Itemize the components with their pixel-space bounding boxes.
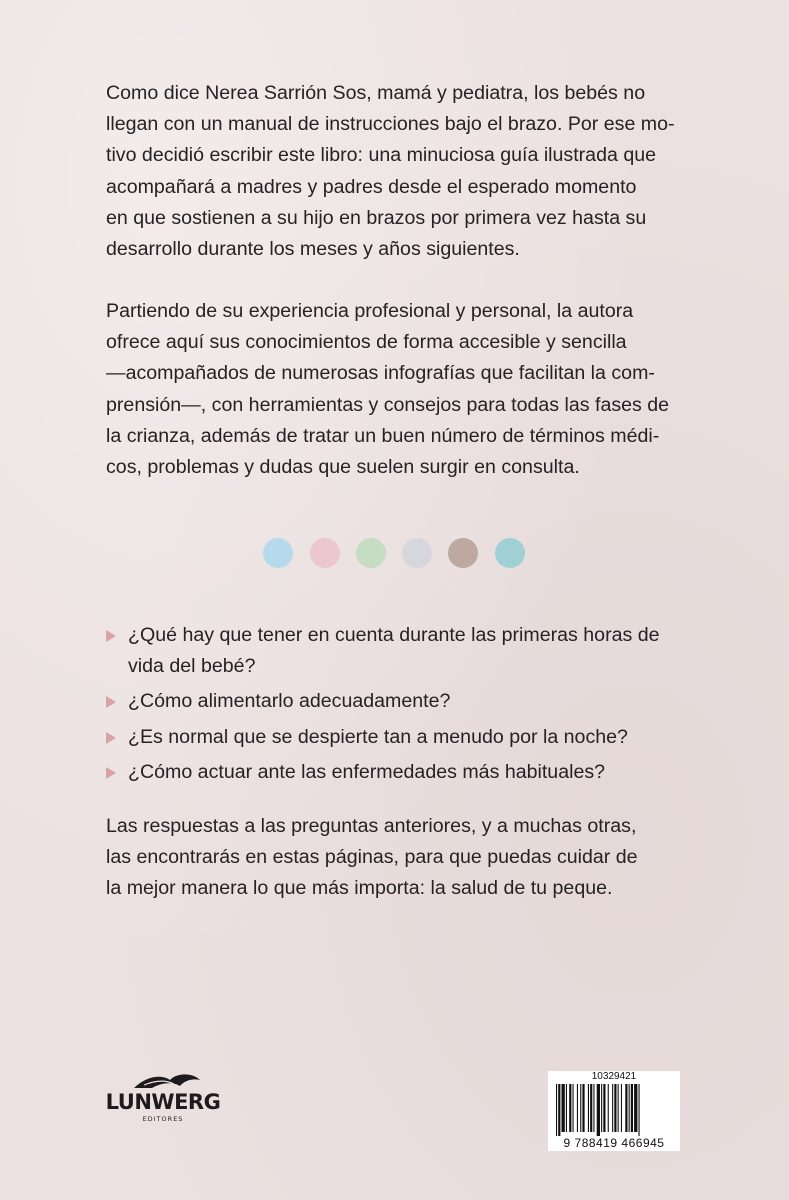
text-line: las encontrarás en estas páginas, para que puedas cuidar de — [106, 846, 638, 869]
list-item — [106, 620, 706, 682]
text-line: en que sostienen a su hijo en brazos por primera vez hasta su — [106, 206, 647, 229]
text-line: la crianza, además de tratar un buen número de términos médi- — [106, 424, 660, 447]
decorative-dot — [495, 538, 525, 568]
publisher-subtitle: EDITORES — [142, 1115, 184, 1123]
text-line: cos, problemas y dudas que suelen surgir en consulta. — [106, 456, 580, 479]
text-line: llegan con un manual de instrucciones bajo el brazo. Por ese mo- — [106, 113, 675, 136]
question-line: ¿Qué hay que tener en cuenta durante las primeras horas de — [128, 624, 660, 646]
text-line: Como dice Nerea Sarrión Sos, mamá y pediatra, los bebés no — [106, 82, 646, 104]
decorative-dot — [356, 538, 386, 568]
synopsis-paragraph-2 — [106, 296, 698, 483]
text-line: la mejor manera lo que más importa: la salud de tu peque. — [106, 877, 613, 900]
list-item — [106, 686, 706, 717]
barcode-bars-icon — [548, 1084, 680, 1136]
text-line: prensión—, con herramientas y consejos para todas las fases de — [106, 393, 670, 416]
text-line: ofrece aquí sus conocimientos de forma accesible y sencilla — [106, 331, 627, 354]
publisher-name: LUNWERG — [105, 1090, 221, 1114]
decorative-dot — [448, 538, 478, 568]
question-line: ¿Es normal que se despierte tan a menudo por la noche? — [128, 725, 628, 748]
decorative-dots-row — [263, 538, 533, 568]
questions-list — [106, 620, 706, 792]
decorative-dot — [263, 538, 293, 568]
barcode-internal-code: 10329421 — [591, 1071, 637, 1082]
text-line: tivo decidió escribir este libro: una minuciosa guía ilustrada que — [106, 144, 657, 167]
text-line: —acompañados de numerosas infografías que facilitan la com- — [106, 362, 655, 385]
text-line: Las respuestas a las preguntas anteriores, y a muchas otras, — [106, 815, 637, 837]
decorative-dot — [402, 538, 432, 568]
list-item — [106, 722, 706, 753]
question-line: vida del bebé? — [128, 655, 256, 678]
isbn-barcode — [548, 1071, 680, 1151]
closing-paragraph — [106, 811, 698, 905]
triangle-bullet-icon — [106, 767, 116, 779]
text-line: acompañará a madres y padres desde el esperado momento — [106, 175, 637, 198]
triangle-bullet-icon — [106, 696, 116, 708]
text-line: desarrollo durante los meses y años siguientes. — [106, 238, 520, 261]
isbn-number: 9 788419 466945 — [563, 1136, 665, 1150]
text-line: Partiendo de su experiencia profesional y personal, la autora — [106, 300, 634, 322]
question-line: ¿Cómo alimentarlo adecuadamente? — [128, 690, 451, 713]
triangle-bullet-icon — [106, 732, 116, 744]
synopsis-paragraph-1 — [106, 78, 698, 265]
decorative-dot — [310, 538, 340, 568]
triangle-bullet-icon — [106, 630, 116, 642]
publisher-logo — [104, 1068, 224, 1132]
list-item — [106, 757, 706, 788]
question-line: ¿Cómo actuar ante las enfermedades más habituales? — [128, 760, 606, 783]
